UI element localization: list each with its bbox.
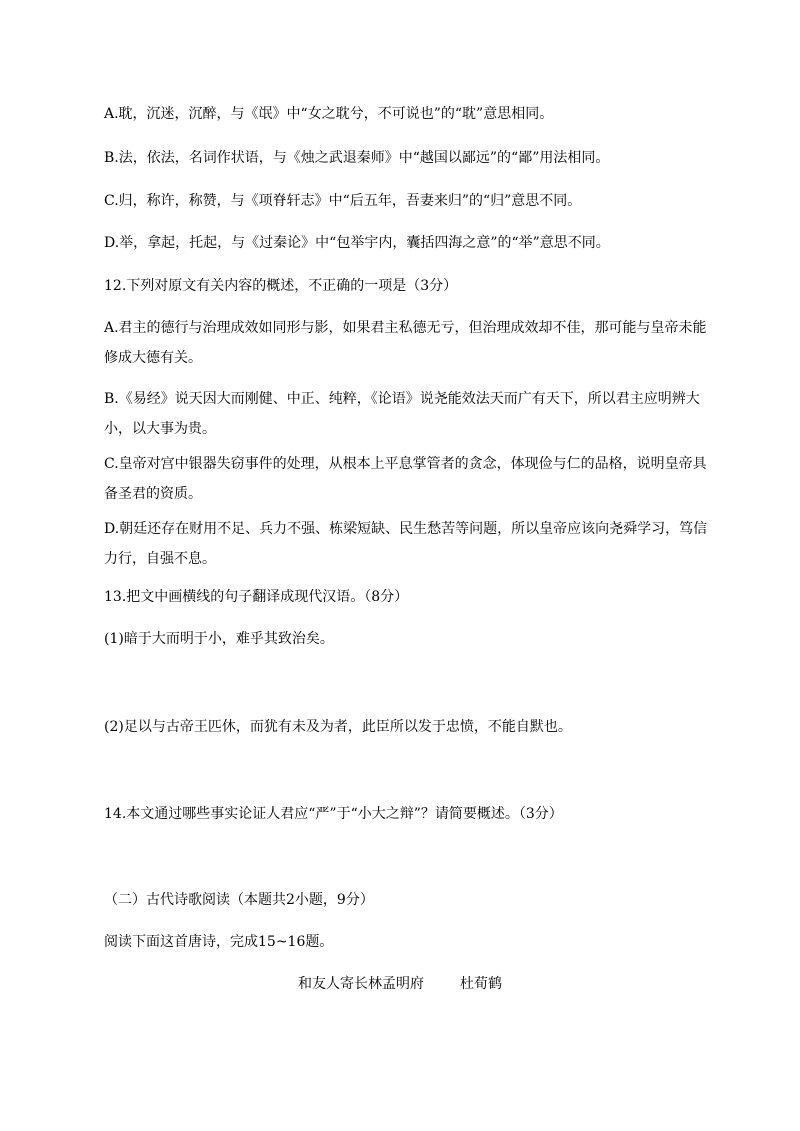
q12-option-c: C.皇帝对宫中银器失窃事件的处理，从根本上平息掌管者的贪念，体现俭与仁的品格，说明皇帝具备圣君的资质。	[104, 456, 707, 502]
q12-option-a: A.君主的德行与治理成效如同形与影，如果君主私德无亏，但治理成效却不佳，那可能与皇帝未能修成大德有关。	[104, 320, 707, 366]
poem-author: 杜荀鹤	[460, 976, 502, 992]
q11-option-a: A.耽，沉迷，沉醉，与《氓》中“女之耽兮，不可说也”的“耽”意思相同。	[104, 106, 554, 122]
section-heading: （二）古代诗歌阅读（本题共2小题，9分）	[104, 892, 374, 908]
poem-title: 和友人寄长林孟明府	[298, 976, 424, 992]
q12-option-b: B.《易经》说天因大而刚健、中正、纯粹，《论语》说尧能效法天而广有天下，所以君主应明辨大小，以大事为贵。	[104, 391, 700, 437]
q12-option-d: D.朝廷还存在财用不足、兵力不强、栋梁短缺、民生愁苦等问题，所以皇帝应该向尧舜学习，笃信力行，自强不息。	[104, 521, 708, 567]
q12-stem: 12.下列对原文有关内容的概述，不正确的一项是（3分）	[104, 278, 458, 294]
q11-option-d: D.举，拿起，托起，与《过秦论》中“包举宇内，囊括四海之意”的“举”意思不同。	[104, 235, 610, 251]
q13-stem: 13.把文中画横线的句子翻译成现代汉语。（8分）	[104, 589, 409, 605]
poem-header	[0, 974, 800, 994]
q11-option-b: B.法，依法，名词作状语，与《烛之武退秦师》中“越国以鄙远”的“鄙”用法相同。	[104, 150, 610, 166]
q13-sentence-2: (2)足以与古帝王匹休，而犹有未及为者，此臣所以发于忠愤，不能自默也。	[104, 719, 572, 735]
q14-stem: 14.本文通过哪些事实论证人君应“严”于“小大之辩”？请简要概述。（3分）	[104, 806, 563, 822]
q13-sentence-1: (1)暗于大而明于小，难乎其致治矣。	[104, 631, 334, 647]
poem-intro: 阅读下面这首唐诗，完成15~16题。	[104, 934, 334, 950]
q11-option-c: C.归，称许，称赞，与《项脊轩志》中“后五年，吾妻来归”的“归”意思不同。	[104, 193, 582, 209]
